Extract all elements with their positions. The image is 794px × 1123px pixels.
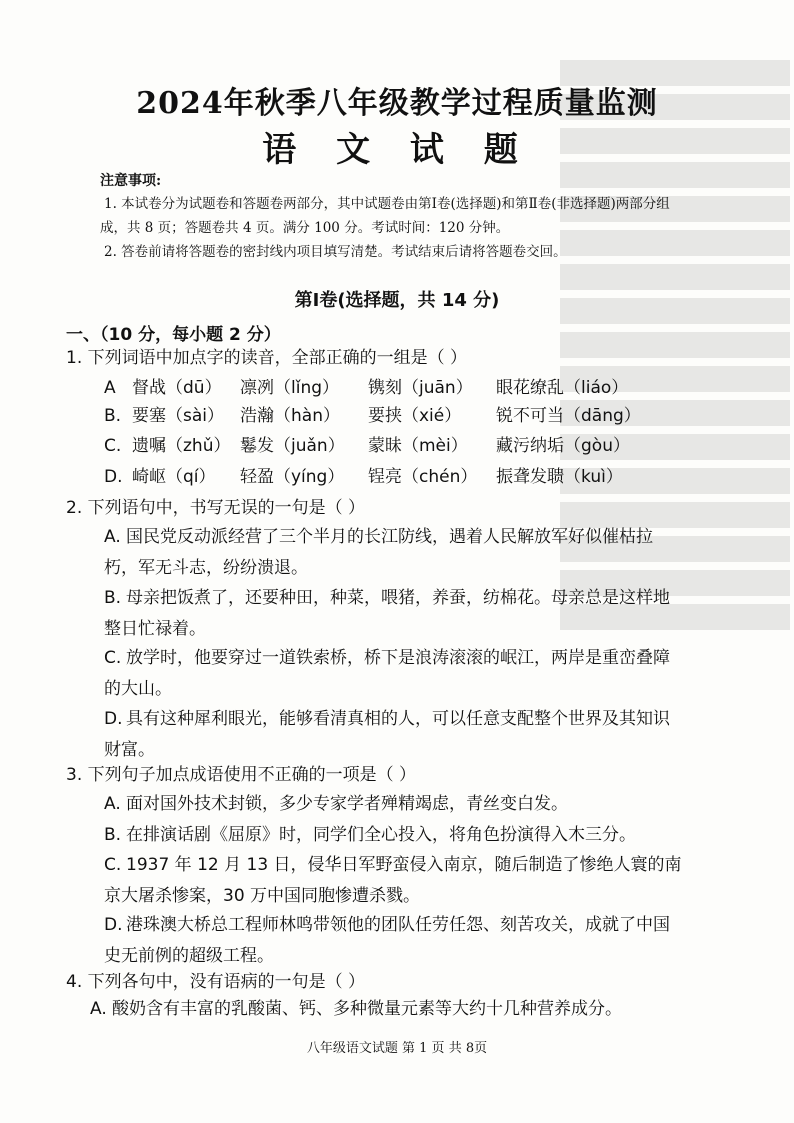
option (104, 820, 686, 851)
option-label: A (104, 378, 116, 398)
option-word: 锐不可当（dāng） (496, 406, 641, 426)
option-word: 要挟（xié） (368, 406, 462, 426)
option-word: 督战（dū） (132, 378, 222, 398)
option-label: A. (104, 527, 121, 547)
option-label: B. (104, 588, 122, 608)
option-word: 藏污纳垢（gòu） (496, 436, 630, 456)
notes-heading: 注意事项: (100, 173, 162, 189)
option-text: 酸奶含有丰富的乳酸菌、钙、多种微量元素等大约十几种营养成分。 (112, 999, 622, 1019)
option-label: D. (104, 915, 123, 935)
part-heading: 一、（10 分，每小题 2 分） (66, 325, 281, 345)
option-text: 国民党反动派经营了三个半月的长江防线，遇着人民解放军好似催枯拉朽，军无斗志，纷纷溃退。 (104, 527, 653, 578)
question-stem: 2. 下列语句中，书写无误的一句是（ ） (66, 498, 366, 518)
option-label: C. (104, 436, 122, 456)
option (104, 910, 686, 972)
option-row (104, 402, 641, 430)
option-word: 鬈发（juǎn） (240, 436, 345, 456)
option (104, 643, 686, 705)
question-stem: 4. 下列各句中，没有语病的一句是（ ） (66, 972, 366, 992)
option-word: 浩瀚（hàn） (240, 406, 340, 426)
option (90, 994, 672, 1025)
option-word: 锃亮（chén） (368, 467, 478, 487)
option-text: 母亲把饭煮了，还要种田，种菜，喂猪，养蚕，纺棉花。母亲总是这样地整日忙禄着。 (104, 588, 670, 639)
note-item: 2. 答卷前请将答题卷的密封线内项目填写清楚。考试结束后请将答题卷交回。 (104, 244, 567, 260)
option-word: 镌刻（juān） (368, 378, 473, 398)
option (104, 704, 686, 766)
option-label: C. (104, 648, 122, 668)
question-stem: 1. 下列词语中加点字的读音，全部正确的一组是（ ） (66, 348, 468, 368)
option-label: B. (104, 825, 122, 845)
option-word: 振聋发聩（kuì） (496, 467, 623, 487)
option-row (104, 374, 628, 402)
option-word: 遗嘱（zhǔ） (132, 436, 231, 456)
option (104, 850, 686, 912)
option-row (104, 432, 630, 460)
option (104, 789, 686, 820)
option (104, 522, 686, 584)
option-word: 崎岖（qí） (132, 467, 216, 487)
option-word: 眼花缭乱（liáo） (496, 378, 629, 398)
option-text: 港珠澳大桥总工程师林鸣带领他的团队任劳任怨、刻苦攻关，成就了中国史无前例的超级工程。 (104, 915, 670, 966)
option-row (104, 463, 623, 491)
option-text: 面对国外技术封锁，多少专家学者殚精竭虑，青丝变白发。 (126, 794, 568, 814)
note-item: 1. 本试卷分为试题卷和答题卷两部分，其中试题卷由第Ⅰ卷(选择题)和第Ⅱ卷(非选择题)两部分组成，共 8 页；答题卷共 4 页。满分 100 分。考试时间：120 分钟。 (100, 196, 670, 236)
option-text: 1937 年 12 月 13 日，侵华日军野蛮侵入南京，随后制造了惨绝人寰的南京大屠杀惨案，30 万中国同胞惨遭杀戮。 (104, 855, 682, 906)
exam-title: 2024年秋季八年级教学过程质量监测 (136, 86, 658, 121)
option-label: B. (104, 406, 122, 426)
option-word: 凛冽（lǐng） (240, 378, 340, 398)
option-label: D. (104, 709, 123, 729)
option-label: D. (104, 467, 123, 487)
option (104, 583, 686, 645)
section-title: 第Ⅰ卷(选择题，共 14 分) (294, 290, 500, 311)
option-label: A. (90, 999, 107, 1019)
option-text: 具有这种犀利眼光，能够看清真相的人，可以任意支配整个世界及其知识财富。 (104, 709, 670, 760)
option-word: 要塞（sài） (132, 406, 224, 426)
option-word: 轻盈（yíng） (240, 467, 345, 487)
option-text: 放学时，他要穿过一道铁索桥，桥下是浪涛滚滚的岷江，两岸是重峦叠障的大山。 (104, 648, 670, 699)
page-footer: 八年级语文试题 第 1 页 共 8页 (306, 1041, 488, 1056)
option-label: C. (104, 855, 122, 875)
option-label: A. (104, 794, 121, 814)
option-text: 在排演话剧《屈原》时，同学们全心投入，将角色扮演得入木三分。 (126, 825, 636, 845)
option-word: 蒙昧（mèi） (368, 436, 468, 456)
question-stem: 3. 下列句子加点成语使用不正确的一项是（ ） (66, 765, 417, 785)
exam-subtitle: 语 文 试 题 (262, 130, 532, 170)
